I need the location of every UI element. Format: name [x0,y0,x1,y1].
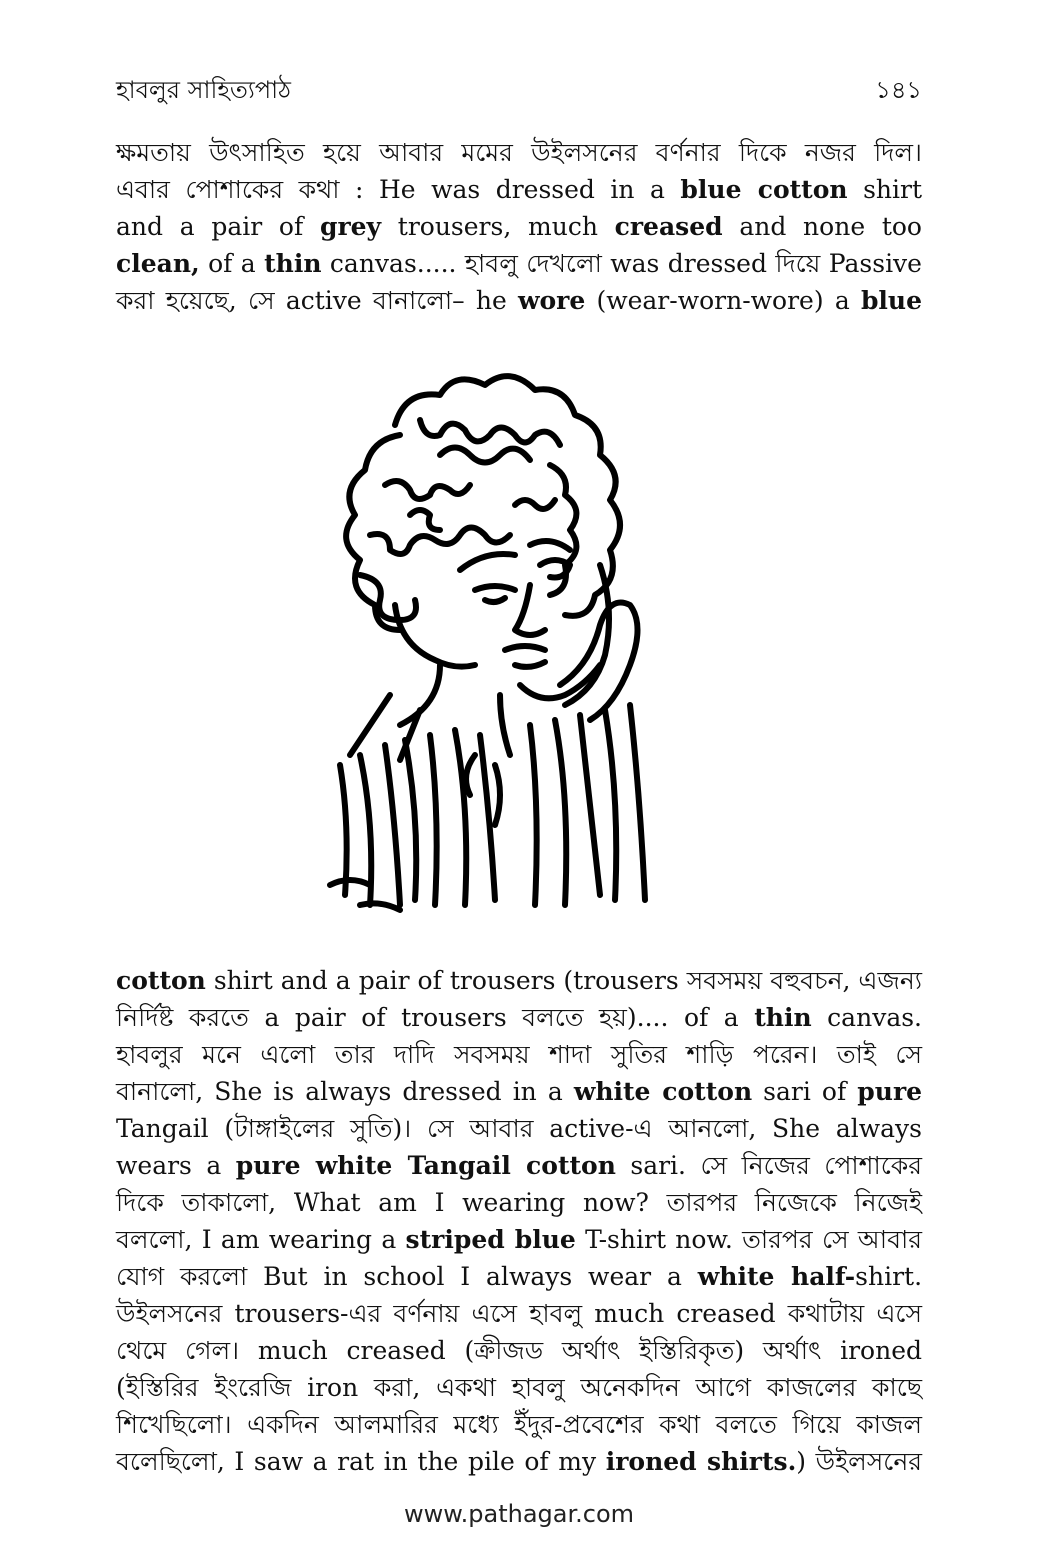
text-run: shirt. [855,1262,923,1291]
page-number: ১৪১ [875,76,922,104]
text-line [116,1406,922,1443]
text-run: থেমে গেল। much creased (ক্রীজড অর্থাৎ ইস্তিরিকৃত) অর্থাৎ ironed [116,1336,922,1365]
text-run: ) উইলসনের [796,1447,922,1476]
text-line [116,1110,922,1147]
paragraph-2 [116,962,922,1480]
text-run: বলেছিলো, I saw a rat in the pile of my [116,1447,606,1476]
text-run: sari of [752,1077,858,1106]
text-run: sari. সে নিজের পোশাকের [615,1151,922,1180]
text-run: এবার পোশাকের কথা : He was dressed in a [116,175,681,204]
text-run: যোগ করলো But in school I always wear a [116,1262,698,1291]
text-run: Tangail (টাঙ্গাইলের সুতি)। সে আবার active-এ আনলো, She always [116,1114,922,1143]
text-line [116,962,922,999]
text-run: of a [199,249,265,278]
text-run: উইলসনের trousers-এর বর্ণনায় এসে হাবলু much creased কথাটায় এসে [116,1299,922,1328]
bold-run: white half- [697,1262,856,1291]
text-line [116,1184,922,1221]
text-run: shirt [847,175,923,204]
bold-run: clean, [116,249,200,278]
text-run: নির্দিষ্ট করতে a pair of trousers বলতে হয়).... of a [116,1003,755,1032]
paragraph-1 [116,134,922,319]
text-line [116,1258,922,1295]
bold-run: cotton [116,966,206,995]
text-run: হাবলুর মনে এলো তার দাদি সবসময় শাদা সুতির শাড়ি পরেন। তাই সে [116,1040,922,1069]
bold-run: ironed shirts. [605,1447,797,1476]
text-run: বললো, I am wearing a [116,1225,406,1254]
text-line [116,1295,922,1332]
text-run: দিকে তাকালো, What am I wearing now? তারপর নিজেকে নিজেই [116,1188,922,1217]
running-head [116,72,922,112]
text-line [116,245,922,282]
bold-run: pure [857,1077,923,1106]
text-run: (wear-worn-wore) a [585,286,861,315]
book-title: হাবলুর সাহিত্যপাঠ [116,76,291,104]
bold-run: striped blue [405,1225,576,1254]
text-line [116,1369,922,1406]
text-line [116,171,922,208]
bold-run: white cotton [573,1077,753,1106]
text-run: (ইস্তিরির ইংরেজি iron করা, একথা হাবলু অনেকদিন আগে কাজলের কাছে [116,1373,922,1402]
text-line [116,1332,922,1369]
text-line [116,1221,922,1258]
text-line [116,1073,922,1110]
text-run: করা হয়েছে, সে active বানালো– he [116,286,518,315]
bold-run: wore [517,286,586,315]
bold-run: blue cotton [680,175,848,204]
text-line [116,1147,922,1184]
text-run: trousers, much [381,212,615,241]
bold-run: blue [860,286,922,315]
text-run: canvas. [811,1003,922,1032]
text-run: T-shirt now. তারপর সে আবার [575,1225,923,1254]
text-run: and a pair of [116,212,320,241]
text-line [116,134,922,171]
bold-run: thin [754,1003,812,1032]
footer-url: www.pathagar.com [403,1500,635,1528]
text-run: shirt and a pair of trousers (trousers সবসময় বহুবচন, এজন্য [205,966,922,995]
bold-run: creased [614,212,723,241]
text-run: বানালো, She is always dressed in a [116,1077,574,1106]
text-run: canvas..... হাবলু দেখলো was dressed দিয়ে Passive [321,249,922,278]
text-run: and none too [722,212,922,241]
text-line [116,282,922,319]
bold-run: thin [264,249,322,278]
text-run: wears a [116,1151,236,1180]
text-run: শিখেছিলো। একদিন আলমারির মধ্যে ইঁদুর-প্রবেশের কথা বলতে গিয়ে কাজল [116,1410,922,1439]
sketch-man-portrait-icon [300,365,670,920]
text-line [116,999,922,1036]
text-line [116,1443,922,1480]
text-line [116,1036,922,1073]
bold-run: grey [319,212,382,241]
bold-run: pure white Tangail cotton [235,1151,616,1180]
text-line [116,208,922,245]
text-run: ক্ষমতায় উৎসাহিত হয়ে আবার মমের উইলসনের বর্ণনার দিকে নজর দিল। [116,138,922,167]
